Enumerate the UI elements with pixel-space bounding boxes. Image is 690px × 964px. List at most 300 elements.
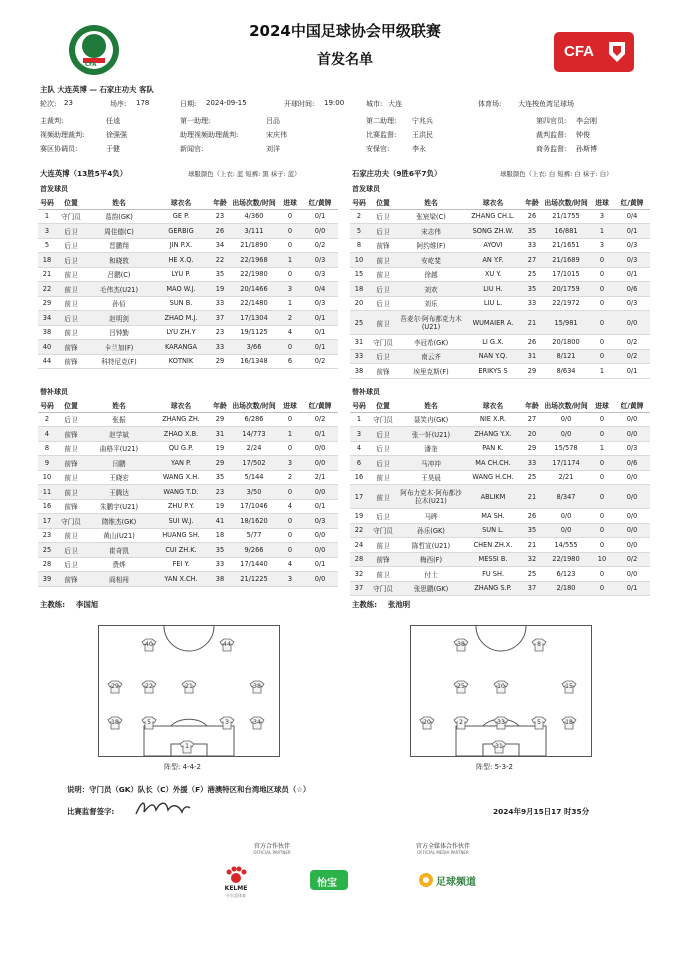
table-cell: 19 xyxy=(210,441,230,456)
jersey-number: 40 xyxy=(145,641,153,648)
home-formation: 阵型: 4-4-2 xyxy=(164,763,201,771)
table-row xyxy=(38,572,338,587)
jersey-number: 1 xyxy=(185,743,189,750)
jersey-number: 25 xyxy=(457,683,465,690)
table-cell: AN Y.F. xyxy=(464,253,522,268)
table-cell: 25 xyxy=(522,267,542,282)
table-cell: 葛韵(GK) xyxy=(86,209,152,224)
table-cell: 后卫 xyxy=(368,349,398,364)
table-cell: 17/1046 xyxy=(230,499,278,514)
table-cell: 33 xyxy=(522,456,542,471)
table-cell: 费烨 xyxy=(86,557,152,572)
away-starters-table xyxy=(350,196,650,379)
player-jersey-icon xyxy=(179,740,195,754)
table-cell: 8 xyxy=(350,238,368,253)
table-cell: 0/3 xyxy=(302,514,338,529)
table-cell: 9 xyxy=(38,456,56,471)
column-header: 红/黄牌 xyxy=(302,399,338,412)
table-cell: 0/1 xyxy=(614,224,650,239)
table-cell: 28 xyxy=(38,557,56,572)
table-cell: 3 xyxy=(38,224,56,239)
table-cell: 南云齐 xyxy=(398,349,464,364)
table-cell: 阿约维(F) xyxy=(398,238,464,253)
table-cell: 0/0 xyxy=(542,427,590,442)
table-cell: 17 xyxy=(350,485,368,509)
home-subs-label: 替补球员 xyxy=(40,388,68,396)
table-cell: ZHAO M.J. xyxy=(152,311,210,326)
table-cell: 张思鹏(GK) xyxy=(398,581,464,596)
table-cell: 29 xyxy=(210,412,230,427)
table-cell: 1 xyxy=(590,364,614,379)
table-cell: 8/634 xyxy=(542,364,590,379)
column-header: 出场次数/时间 xyxy=(542,196,590,209)
home-coach-name: 李国旭 xyxy=(76,600,99,609)
column-header: 号码 xyxy=(38,399,56,412)
info-label: 助理视频助理裁判: xyxy=(180,131,239,139)
table-cell: 5/77 xyxy=(230,528,278,543)
table-cell: 0/0 xyxy=(614,311,650,335)
jersey-number: 3 xyxy=(225,719,229,726)
table-row xyxy=(350,209,650,224)
jersey-number: 18 xyxy=(565,719,573,726)
table-row xyxy=(350,470,650,485)
home-subs-table xyxy=(38,399,338,587)
info-label: 场序: xyxy=(110,100,127,108)
table-cell: 17 xyxy=(38,514,56,529)
column-header: 进球 xyxy=(590,196,614,209)
table-cell: 马冲冲 xyxy=(398,456,464,471)
player-jersey-icon xyxy=(219,638,235,652)
table-cell: 守门员 xyxy=(56,514,86,529)
table-cell: WANG H.CH. xyxy=(464,470,522,485)
column-header: 球衣名 xyxy=(464,399,522,412)
table-cell: 16 xyxy=(350,470,368,485)
player-jersey-icon xyxy=(249,716,265,730)
home-starters-label: 首发球员 xyxy=(40,185,68,193)
table-cell: 吕钟勤 xyxy=(86,325,152,340)
table-cell: 18 xyxy=(210,528,230,543)
table-cell: 16/881 xyxy=(542,224,590,239)
player-jersey-icon xyxy=(419,716,435,730)
table-cell: KARANGA xyxy=(152,340,210,355)
jersey-number: 2 xyxy=(459,719,463,726)
table-cell: 0/1 xyxy=(302,209,338,224)
legend-note: 说明：守门员（GK）队长（C）外援（F）港澳特区和台湾地区球员（☆） xyxy=(67,785,311,794)
column-header: 姓名 xyxy=(398,196,464,209)
table-cell: LYU P. xyxy=(152,267,210,282)
table-cell: 0/0 xyxy=(302,543,338,558)
jersey-number: 31 xyxy=(495,743,503,750)
table-cell: 朱鹏宇(U21) xyxy=(86,499,152,514)
table-cell: ABLIKM xyxy=(464,485,522,509)
table-cell: 18 xyxy=(38,253,56,268)
table-cell: 前锋 xyxy=(56,340,86,355)
table-cell: 2 xyxy=(278,470,302,485)
table-cell: 8 xyxy=(38,441,56,456)
table-row xyxy=(350,456,650,471)
table-cell: SUN B. xyxy=(152,296,210,311)
table-cell: 33 xyxy=(522,238,542,253)
cbest-logo xyxy=(310,870,348,890)
player-jersey-icon xyxy=(561,680,577,694)
table-cell: 后卫 xyxy=(368,224,398,239)
table-cell: GERBIG xyxy=(152,224,210,239)
table-cell: 21/1755 xyxy=(542,209,590,224)
table-row xyxy=(38,311,338,326)
table-cell: 0 xyxy=(278,267,302,282)
table-cell: HUANG SH. xyxy=(152,528,210,543)
player-jersey-icon xyxy=(531,638,547,652)
table-cell: 37 xyxy=(522,581,542,596)
jersey-number: 8 xyxy=(537,641,541,648)
table-cell: 0 xyxy=(590,427,614,442)
column-header: 球衣名 xyxy=(152,399,210,412)
table-cell: 1 xyxy=(278,296,302,311)
table-cell: 4/360 xyxy=(230,209,278,224)
signature-label: 比赛监督签字: xyxy=(67,807,115,816)
table-header-row xyxy=(350,196,650,209)
table-cell: 20/1466 xyxy=(230,282,278,297)
info-label: 城市: xyxy=(366,100,383,108)
table-cell: 宋志伟 xyxy=(398,224,464,239)
jersey-number: 34 xyxy=(253,719,261,726)
table-cell: 0 xyxy=(278,528,302,543)
info-label: 第四官员: xyxy=(536,117,567,125)
table-cell: 后卫 xyxy=(368,456,398,471)
table-cell: 4 xyxy=(278,557,302,572)
column-header: 年龄 xyxy=(210,399,230,412)
column-header: 位置 xyxy=(368,196,398,209)
table-cell: 33 xyxy=(522,296,542,311)
page-subtitle: 首发名单 xyxy=(317,52,373,68)
table-cell: 0 xyxy=(278,412,302,427)
player-jersey-icon xyxy=(141,680,157,694)
table-cell: 2 xyxy=(278,311,302,326)
column-header: 年龄 xyxy=(522,399,542,412)
table-cell: 0/4 xyxy=(614,209,650,224)
table-cell: 前卫 xyxy=(56,485,86,500)
table-cell: 0/0 xyxy=(542,412,590,427)
table-cell: 前锋 xyxy=(368,364,398,379)
table-cell: 前锋 xyxy=(368,552,398,567)
table-cell: 0/0 xyxy=(542,523,590,538)
away-team-name: 石家庄功夫（9胜6平7负） xyxy=(352,169,442,178)
table-cell: 梅西(F) xyxy=(398,552,464,567)
home-kit-colors: 球服颜色（上衣: 蓝 短裤: 黑 袜子: 蓝） xyxy=(188,170,301,178)
column-header: 红/黄牌 xyxy=(614,399,650,412)
table-cell: 后卫 xyxy=(368,441,398,456)
table-row xyxy=(350,412,650,427)
table-row xyxy=(350,485,650,509)
table-cell: 吾麦尔·阿布都克力木(U21) xyxy=(398,311,464,335)
table-row xyxy=(38,441,338,456)
kelme-logo-text: KELME xyxy=(224,885,248,892)
table-cell: 1 xyxy=(278,253,302,268)
table-cell: 37 xyxy=(350,581,368,596)
info-value: 徐强强 xyxy=(106,131,127,139)
table-cell: 王昊晨 xyxy=(398,470,464,485)
table-cell: 0/1 xyxy=(614,267,650,282)
table-cell: 22/1980 xyxy=(542,552,590,567)
table-cell: 0 xyxy=(278,441,302,456)
table-cell: 31 xyxy=(522,349,542,364)
table-cell: 1 xyxy=(590,224,614,239)
table-cell: 0/3 xyxy=(614,441,650,456)
info-label: 第二助理: xyxy=(366,117,397,125)
player-jersey-icon xyxy=(181,680,197,694)
column-header: 年龄 xyxy=(522,196,542,209)
table-cell: 0/0 xyxy=(302,224,338,239)
table-cell: 21 xyxy=(38,267,56,282)
column-header: 进球 xyxy=(278,399,302,412)
media-partner-sublabel: OFFICIAL MEDIA PARTNER xyxy=(417,850,469,855)
table-cell: 0/1 xyxy=(614,364,650,379)
table-cell: 0/1 xyxy=(302,340,338,355)
table-row xyxy=(38,296,338,311)
table-cell: 37 xyxy=(210,311,230,326)
table-cell: 26 xyxy=(522,209,542,224)
table-cell: 后卫 xyxy=(368,509,398,524)
table-cell: 15/578 xyxy=(542,441,590,456)
table-cell: 4 xyxy=(350,441,368,456)
table-cell: 21 xyxy=(522,538,542,553)
jersey-number: 21 xyxy=(185,683,193,690)
table-cell: 0/0 xyxy=(614,567,650,582)
player-jersey-icon xyxy=(491,740,507,754)
table-cell: 8/121 xyxy=(542,349,590,364)
table-row xyxy=(38,514,338,529)
table-cell: 32 xyxy=(350,567,368,582)
table-cell: MA SH. xyxy=(464,509,522,524)
column-header: 姓名 xyxy=(86,196,152,209)
info-value: 孙斯博 xyxy=(576,145,597,153)
column-header: 号码 xyxy=(38,196,56,209)
table-cell: 前卫 xyxy=(368,470,398,485)
table-row xyxy=(38,354,338,369)
table-cell: SUI W.J. xyxy=(152,514,210,529)
table-cell: 44 xyxy=(38,354,56,369)
table-cell: 10 xyxy=(590,552,614,567)
table-cell: 前卫 xyxy=(56,282,86,297)
table-header-row xyxy=(350,399,650,412)
table-cell: 3 xyxy=(350,427,368,442)
table-cell: 后卫 xyxy=(56,238,86,253)
info-label: 比赛监督: xyxy=(366,131,397,139)
table-cell: ZHANG CH.L. xyxy=(464,209,522,224)
jersey-number: 10 xyxy=(497,683,505,690)
column-header: 姓名 xyxy=(86,399,152,412)
table-cell: 17/1015 xyxy=(542,267,590,282)
table-cell: LI G.X. xyxy=(464,335,522,350)
table-cell: 0 xyxy=(590,253,614,268)
table-cell: 23 xyxy=(210,209,230,224)
table-cell: 崔奇凯 xyxy=(86,543,152,558)
table-cell: 0/0 xyxy=(302,528,338,543)
table-cell: 3/50 xyxy=(230,485,278,500)
info-value: 李永 xyxy=(412,145,426,153)
table-cell: 0 xyxy=(590,567,614,582)
table-row xyxy=(38,267,338,282)
table-cell: 14/773 xyxy=(230,427,278,442)
table-cell: 0/2 xyxy=(614,335,650,350)
table-cell: 守门员 xyxy=(368,335,398,350)
table-cell: 31 xyxy=(210,427,230,442)
player-jersey-icon xyxy=(561,716,577,730)
table-cell: 35 xyxy=(210,267,230,282)
player-jersey-icon xyxy=(453,638,469,652)
table-cell: KOTNIK xyxy=(152,354,210,369)
table-cell: 前锋 xyxy=(56,499,86,514)
table-cell: 闫鹏 xyxy=(86,456,152,471)
table-cell: 21/1225 xyxy=(230,572,278,587)
table-cell: 0/0 xyxy=(614,485,650,509)
table-cell: 22/1968 xyxy=(230,253,278,268)
away-subs-label: 替补球员 xyxy=(352,388,380,396)
table-cell: JIN P.X. xyxy=(152,238,210,253)
table-cell: 0/3 xyxy=(302,296,338,311)
table-cell: 27 xyxy=(522,412,542,427)
table-row xyxy=(38,209,338,224)
table-row xyxy=(38,485,338,500)
table-cell: 35 xyxy=(210,543,230,558)
table-cell: 前卫 xyxy=(56,470,86,485)
table-row xyxy=(350,552,650,567)
table-cell: 0 xyxy=(278,514,302,529)
table-cell: 23 xyxy=(38,528,56,543)
table-cell: 2/21 xyxy=(542,470,590,485)
table-row xyxy=(38,238,338,253)
table-cell: 23 xyxy=(210,325,230,340)
column-header: 球衣名 xyxy=(464,196,522,209)
table-cell: 0/0 xyxy=(614,538,650,553)
table-cell: 0 xyxy=(590,296,614,311)
table-cell: 22 xyxy=(38,282,56,297)
table-cell: 21 xyxy=(522,485,542,509)
table-cell: 4 xyxy=(278,499,302,514)
table-cell: 徐越 xyxy=(398,267,464,282)
player-jersey-icon xyxy=(493,716,509,730)
table-cell: 前卫 xyxy=(368,485,398,509)
table-cell: ZHU P.Y. xyxy=(152,499,210,514)
table-cell: 0/2 xyxy=(614,552,650,567)
table-cell: 0/0 xyxy=(302,441,338,456)
table-row xyxy=(350,311,650,335)
player-jersey-icon xyxy=(531,716,547,730)
table-cell: 10 xyxy=(38,470,56,485)
table-cell: 前卫 xyxy=(56,528,86,543)
table-cell: SUN L. xyxy=(464,523,522,538)
table-cell: 张宸梁(C) xyxy=(398,209,464,224)
player-jersey-icon xyxy=(249,680,265,694)
table-cell: 20/1759 xyxy=(542,282,590,297)
table-cell: 5/144 xyxy=(230,470,278,485)
table-cell: 33 xyxy=(210,296,230,311)
table-cell: 0/0 xyxy=(302,572,338,587)
table-cell: 0/1 xyxy=(302,557,338,572)
table-cell: 17/1304 xyxy=(230,311,278,326)
table-cell: CHEN ZH.X. xyxy=(464,538,522,553)
table-row xyxy=(350,441,650,456)
home-coach-label: 主教练: xyxy=(40,600,66,609)
table-cell: 9/266 xyxy=(230,543,278,558)
table-cell: 0/2 xyxy=(614,349,650,364)
table-cell: 隋维杰(GK) xyxy=(86,514,152,529)
table-cell: 刘欢 xyxy=(398,282,464,297)
kelme-logo-subtext: 卡尔美体育 xyxy=(226,893,246,898)
table-cell: 前锋 xyxy=(56,572,86,587)
table-cell: 1 xyxy=(350,412,368,427)
table-cell: 前卫 xyxy=(368,538,398,553)
table-cell: 科特尼克(F) xyxy=(86,354,152,369)
football-icon xyxy=(418,872,434,888)
table-cell: FU SH. xyxy=(464,567,522,582)
table-cell: 前卫 xyxy=(368,567,398,582)
table-cell: SONG ZH.W. xyxy=(464,224,522,239)
table-cell: 18 xyxy=(350,282,368,297)
cfa-badge-text: CFA xyxy=(85,62,97,68)
table-cell: WANG X.H. xyxy=(152,470,210,485)
column-header: 红/黄牌 xyxy=(614,196,650,209)
player-jersey-icon xyxy=(219,716,235,730)
table-cell: 守门员 xyxy=(368,581,398,596)
table-cell: 27 xyxy=(522,253,542,268)
table-cell: 2/1 xyxy=(302,470,338,485)
table-cell: 守门员 xyxy=(368,523,398,538)
table-cell: 0/1 xyxy=(302,325,338,340)
table-cell: 张一轩(U21) xyxy=(398,427,464,442)
table-cell: NAN Y.Q. xyxy=(464,349,522,364)
table-cell: 0/0 xyxy=(302,485,338,500)
table-cell: 20 xyxy=(522,427,542,442)
media-partner-label: 官方全媒体合作伙伴 xyxy=(415,843,470,850)
home-formation-pitch xyxy=(98,625,280,757)
table-cell: 6/286 xyxy=(230,412,278,427)
table-cell: 埃里克斯(F) xyxy=(398,364,464,379)
table-row xyxy=(350,523,650,538)
table-cell: 0 xyxy=(590,538,614,553)
column-header: 出场次数/时间 xyxy=(230,196,278,209)
table-cell: 0/0 xyxy=(614,427,650,442)
table-cell: CUI ZH.K. xyxy=(152,543,210,558)
table-cell: 0/0 xyxy=(614,523,650,538)
table-cell: 18/1620 xyxy=(230,514,278,529)
table-cell: 29 xyxy=(38,296,56,311)
table-cell: QU G.P. xyxy=(152,441,210,456)
table-cell: 前卫 xyxy=(56,325,86,340)
table-cell: 周佳德(C) xyxy=(86,224,152,239)
table-cell: 6/123 xyxy=(542,567,590,582)
table-cell: 0 xyxy=(278,340,302,355)
info-value: 大连梭鱼湾足球场 xyxy=(518,100,574,108)
jersey-number: 38 xyxy=(253,683,261,690)
away-coach-name: 张池明 xyxy=(388,600,411,609)
table-cell: 刘乐 xyxy=(398,296,464,311)
table-cell: 25 xyxy=(522,470,542,485)
table-cell: 21/1689 xyxy=(542,253,590,268)
table-cell: ZHANG ZH. xyxy=(152,412,210,427)
table-cell: 3 xyxy=(590,209,614,224)
table-cell: 王晓宏 xyxy=(86,470,152,485)
table-cell: 马晔 xyxy=(398,509,464,524)
report-datetime: 2024年9月15日17 时35分 xyxy=(493,807,590,816)
player-jersey-icon xyxy=(141,638,157,652)
table-row xyxy=(350,296,650,311)
table-cell: 16 xyxy=(38,499,56,514)
info-label: 轮次: xyxy=(40,100,57,108)
table-cell: 后卫 xyxy=(368,296,398,311)
jersey-number: 18 xyxy=(111,719,119,726)
table-row xyxy=(38,427,338,442)
